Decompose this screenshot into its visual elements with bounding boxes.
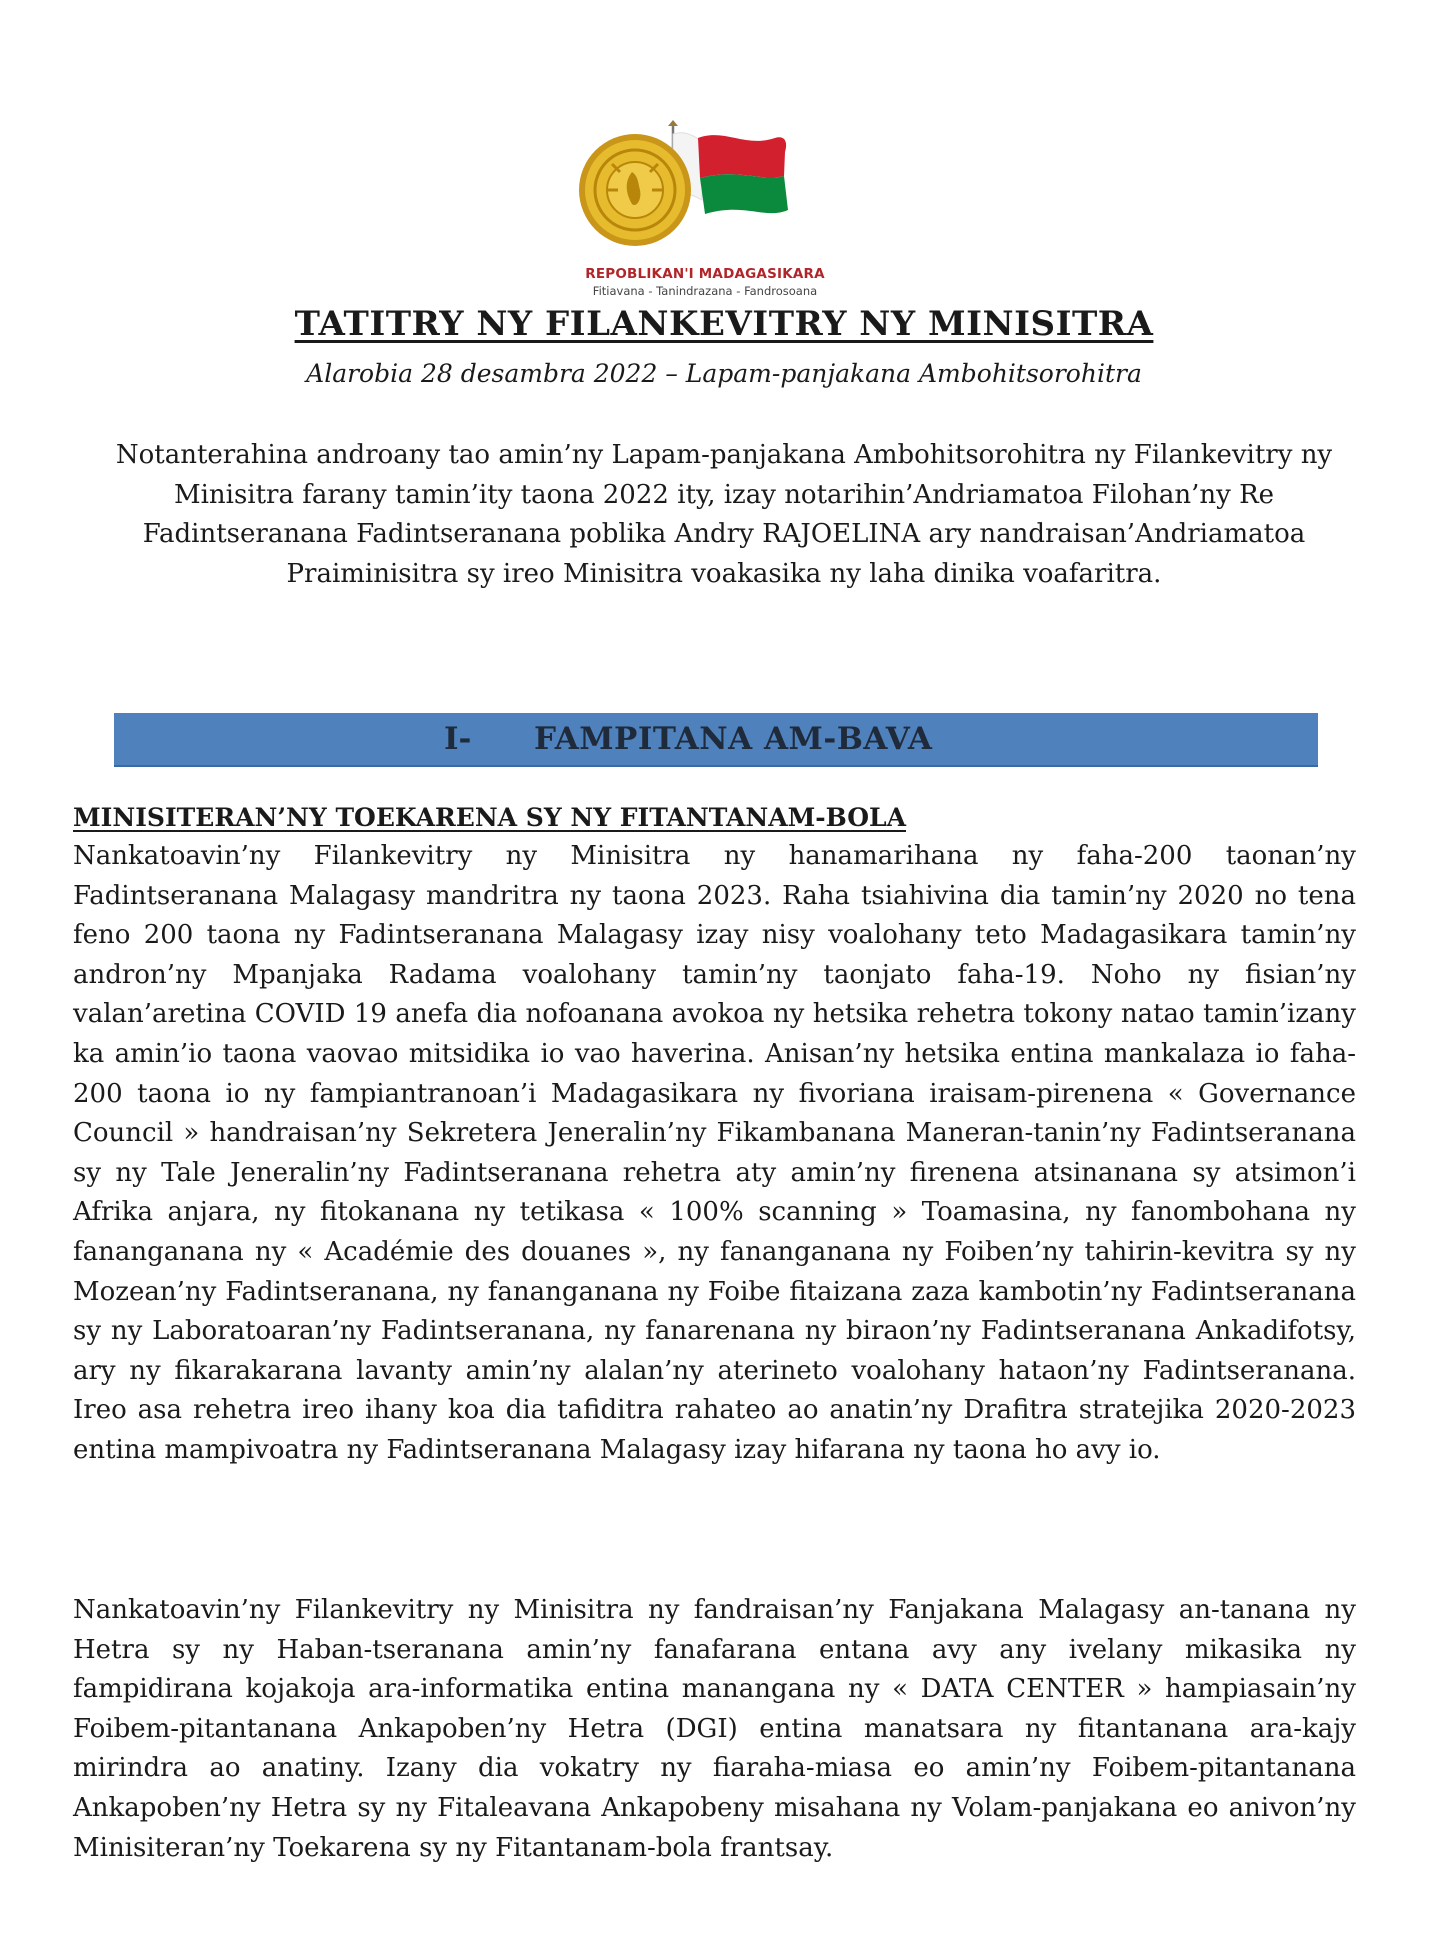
section-title: FAMPITANA AM-BAVA [534,721,933,757]
body-paragraph-2: Nankatoavin’ny Filankevitry ny Minisitra ny fandraisan’ny Fanjakana Malagasy an-tanana ny Hetra sy ny Haban-tseranana amin’ny fanafarana entana avy any ivelany mikasika ny fampidirana kojakoja ara-informatika entina manangana ny « DATA CENTER » hampiasain’ny Foibem-pitantanana Ankapoben’ny Hetra (DGI) entina manatsara ny fitantanana ara-kajy mirindra ao anatiny. Izany dia vokatry ny fiaraha-miasa eo amin’ny Foibem-pitantanana Ankapoben’ny Hetra sy ny Fitaleavana Ankapobeny misahana ny Volam-panjakana eo anivon’ny Minisiteran’ny Toekarena sy ny Fitantanam-bola frantsay. [73,1595,1356,1863]
section-number: I- [444,721,472,757]
page-subtitle: Alarobia 28 desambra 2022 – Lapam-panjakana Ambohitsorohitra [306,359,1142,388]
section-header-bar [114,713,1318,767]
ministry-heading: MINISITERAN’NY TOEKARENA SY NY FITANTANAM-BOLA [73,803,906,832]
republic-emblem [560,120,880,298]
emblem-motto: Fitiavana - Tanindrazana - Fandrosoana [592,284,818,298]
intro-paragraph: Notanterahina androany tao amin’ny Lapam-panjakana Ambohitsorohitra ny Filankevitry ny Minisitra farany tamin’ity taona 2022 ity, izay notarihin’Andriamatoa Filohan’ny Re Fadintseranana Fadintseranana poblika Andry RAJOELINA ary nandraisan’Andriamatoa Praiminisitra sy ireo Minisitra voakasika ny laha dinika voafaritra. [115,440,1333,589]
emblem-name: REPOBLIKAN'I MADAGASIKARA [585,266,825,282]
page-title: TATITRY NY FILANKEVITRY NY MINISITRA [294,304,1154,344]
body-paragraph-1: Nankatoavin’ny Filankevitry ny Minisitra ny hanamarihana ny faha-200 taonan’ny Fadintseranana Malagasy mandritra ny taona 2023. Raha tsiahivina dia tamin’ny 2020 no tena feno 200 taona ny Fadintseranana Malagasy izay nisy voalohany teto Madagasikara tamin’ny andron’ny Mpanjaka Radama voalohany tamin’ny taonjato faha-19. Noho ny fisian’ny valan’aretina COVID 19 anefa dia nofoanana avokoa ny hetsika rehetra tokony natao tamin’izany ka amin’io taona vaovao mitsidika io vao haverina. Anisan’ny hetsika entina mankalaza io faha-200 taona io ny fampiantranoan’i Madagasikara ny fivoriana iraisam-pirenena « Governance Council » handraisan’ny Sekretera Jeneralin’ny Fikambanana Maneran-tanin’ny Fadintseranana sy ny Tale Jeneralin’ny Fadintseranana rehetra aty amin’ny firenena atsinanana sy atsimon’i Afrika anjara, ny fitokanana ny tetikasa « 100% scanning » Toamasina, ny fanombohana ny fananganana ny « Académie des douanes », ny fananganana ny Foiben’ny tahirin-kevitra sy ny Mozean’ny Fadintseranana, ny fananganana ny Foibe fitaizana zaza kambotin’ny Fadintseranana sy ny Laboratoaran’ny Fadintseranana, ny fanarenana ny biraon’ny Fadintseranana Ankadifotsy, ary ny fikarakarana lavanty amin’ny alalan’ny aterineto voalohany hataon’ny Fadintseranana. Ireo asa rehetra ireo ihany koa dia tafiditra rahateo ao anatin’ny Drafitra stratejika 2020-2023 entina mampivoatra ny Fadintseranana Malagasy izay hifarana ny taona ho avy io. [73,841,1356,1465]
emblem-seal-flag-icon [560,120,850,265]
